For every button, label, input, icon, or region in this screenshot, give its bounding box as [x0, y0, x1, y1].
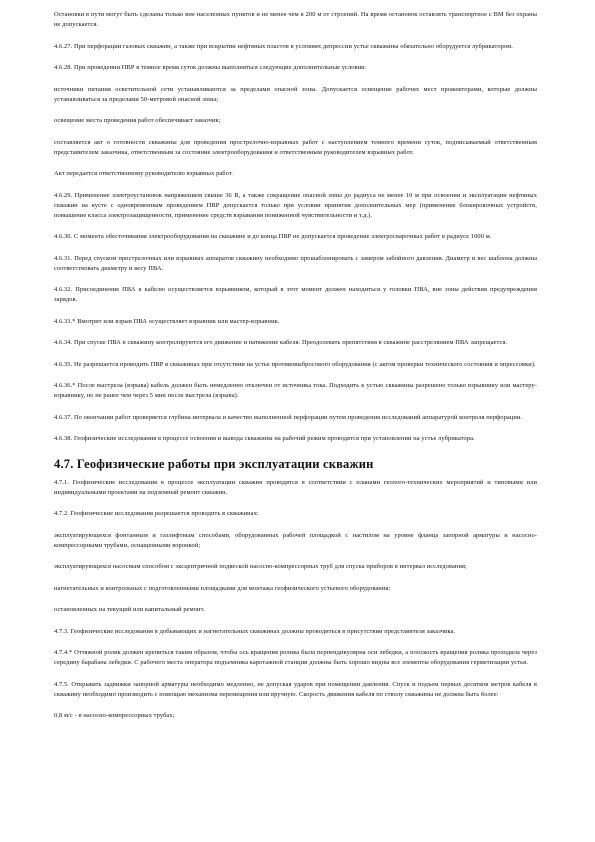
paragraph: освещение места проведения работ обеспечивает заказчик; — [54, 117, 221, 124]
paragraph: эксплуатирующихся насосным способом с эксцентричной подвеской насосно-компрессорных труб для спуска приборов в интервал исследования; — [54, 563, 467, 570]
section-heading: 4.7. Геофизические работы при эксплуатации скважин — [54, 456, 374, 471]
paragraph: 4.6.37. По окончании работ проверяется глубина интервала и качество выполненной перфорации путем проведения исследований аппаратурой контроля перфорации. — [54, 413, 523, 421]
paragraph: 4.7.4.* Оттяжной ролик должен крепиться таким образом, чтобы ось вращения ролика была перпендикулярна оси лебедки, а плоскость вращения ролика проходила через середину барабана лебедки. С рабочего места оператора подъемника каротажной станции должны быть хорошо видны все элементы оборудования герметизации устья. — [54, 649, 537, 666]
paragraph: Остановки в пути могут быть сделаны только вне населенных пунктов и не менее чем в 200 м от строений. На время остановок оставлять транспортное с ВМ без охраны не допускается. — [54, 11, 537, 28]
text-block-after — [54, 478, 537, 722]
paragraph: 4.7.2. Геофизические исследования разрешается проводить в скважинах: — [54, 510, 259, 517]
paragraph: нагнетательных и контрольных с подготовленными площадками для монтажа геофизического устьевого оборудования; — [54, 584, 391, 592]
text-block-before — [54, 10, 537, 444]
paragraph: Акт передается ответственному руководителю взрывных работ. — [54, 170, 233, 177]
paragraph: 4.6.34. При спуске ПВА в скважину контролируются его движение и натяжение кабеля. Преодолевать препятствия в скважине расстрелянием ПВА запрещается. — [54, 339, 508, 346]
paragraph: 4.6.32. Присоединение ПВА к кабелю осуществляется взрывником, который в этот момент должен находиться у головки ПВА, вне зоны действия предупреждения зарядов. — [54, 286, 537, 303]
paragraph: 4.7.3. Геофизические исследования в добывающих и нагнетательных скважинах должны проводиться в присутствии представителя заказчика. — [54, 627, 456, 635]
paragraph: 4.6.33.* Вмотрит или взрыв ПВА осуществляет взрывник или мастер-взрывник. — [54, 317, 280, 325]
paragraph: эксплуатирующихся фонтанным и газлифтным способами, оборудованных рабочей площадкой с настилом на уровне фланца запорной арматуры и насосно-компрессорными трубами, оснащенными воронкой; — [54, 531, 537, 549]
paragraph: 4.7.1. Геофизические исследования в процессе эксплуатации скважин проводятся в соответствии с планами геолого-технических мероприятий и типовыми или индивидуальными проектами на подземный ремонт скважин. — [54, 478, 537, 496]
paragraph: 4.6.30. С момента обесточивания электрооборудования на скважине и до конца ПВР не допускается проведение электросварочных работ в радиусе 1000 м. — [54, 233, 492, 240]
paragraph: 0,8 м/с - в насосно-компрессорных трубах; — [54, 712, 175, 719]
paragraph: 4.6.29. Применение электроустановок напряжением свыше 36 В, а также сокращение опасной зоны до радиуса не менее 10 м при освоении и эксплуатации нефтяных скважин на кусте с одновременным проведением ПВР допускается только при условии принятия дополнительных мер (применение блокировочных устройств, повышение класса электрозащищенности, применение средств взрывания пониженной чувствительности и т.д.). — [54, 191, 537, 219]
paragraph: 4.6.36.* После выстрела (взрыва) кабель должен быть немедленно отключен от источника тока. Подходить к устью скважины разрешено только взрывнику или мастеру-взрывнику, но не ранее чем через 5 мин после выстрела (взрыва). — [54, 382, 537, 399]
paragraph: 4.6.31. Перед спуском прострелочных или взрывных аппаратов скважину необходимо прошаблонировать с замером забойного давления. Диаметр и вес шаблона должны соответствовать диаметру и весу ПВА. — [54, 254, 537, 272]
paragraph: 4.7.5. Открывать задвижки запорной арматуры необходимо медленно, не допуская ударов при помещении давления. Спуск и подъем первых десятков метров кабеля в скважину необходимо производить с помощью механизма перемещения или вручную. Скорость движения кабеля по стволу скважины не должна быть более: — [54, 680, 537, 698]
paragraph: остановленных на текущий или капитальный ремонт. — [54, 606, 205, 613]
paragraph: 4.6.28. При проведении ПВР в темное время суток должны выполняться следующие дополнительные условия: — [54, 64, 367, 71]
paragraph: 4.6.38. Геофизические исследования в процессе освоения и вывода скважины на рабочий режим проводятся при установлении на устье лубрикатора. — [54, 435, 475, 442]
paragraph: составляется акт о готовности скважины для проведения прострелочно-взрывных работ с наступлением темного времени суток, подписываемый ответственным представителем заказчика, ответственным за состояние электрооборудования и ответственным руководителем взрывных работ. — [54, 138, 537, 156]
paragraph: 4.6.27. При перфорации газовых скважин, а также при вскрытии нефтяных пластов в условиях депрессии устье скважины обязательно оборудуется лубрикатором. — [54, 42, 513, 50]
paragraph: источники питания осветительной сети устанавливаются за пределами опасной зоны. Допускается освещение рабочих мест прожекторами, которые должны устанавливаться за пределами 50-метровой опасной зоны; — [54, 85, 537, 103]
paragraph: 4.6.35. Не разрешается проводить ПВР в скважинах при отсутствии на устье противовыбросового оборудования (с актом проверки технического состояния и опрессовки). — [54, 360, 536, 368]
